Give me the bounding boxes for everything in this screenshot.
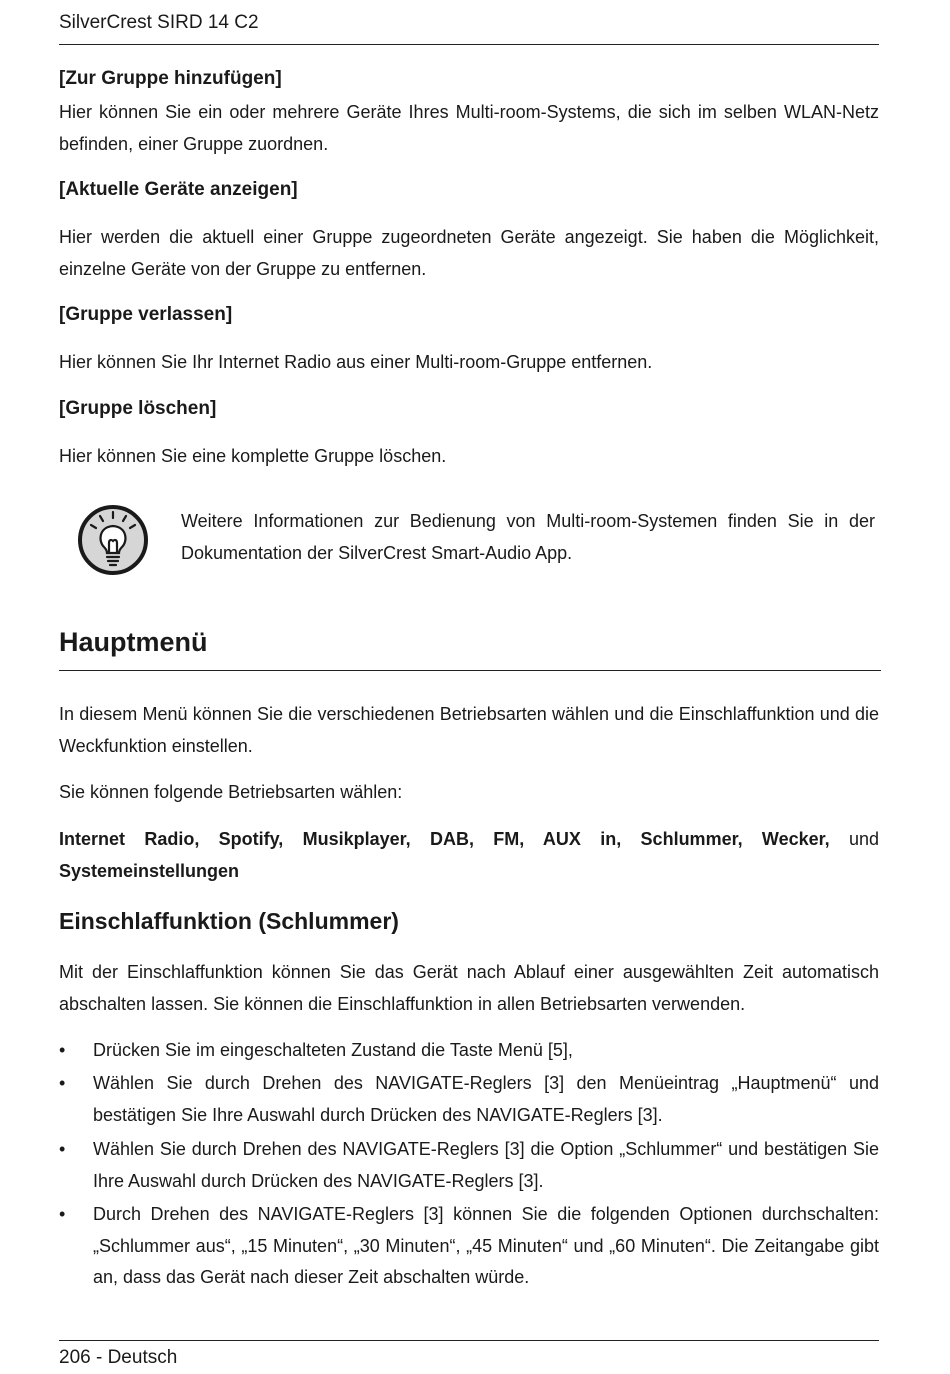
main-heading: Hauptmenü (59, 627, 208, 657)
bullet-icon: • (59, 1073, 66, 1093)
modes-and-word: und (848, 829, 879, 849)
section-text-leave-group: Hier können Sie Ihr Internet Radio aus einer Multi-room-Gruppe entfernen. (59, 352, 653, 372)
menu-intro-paragraph: In diesem Menü können Sie die verschiedenen Betriebsarten wählen und die Einschlaffunktion und die Weckfunktion einstellen. (59, 704, 879, 756)
lightbulb-tip-icon (76, 503, 150, 577)
modes-last-item: Systemeinstellungen (59, 860, 240, 881)
page-number-footer: 206 - Deutsch (59, 1347, 178, 1368)
list-item-text: Wählen Sie durch Drehen des NAVIGATE-Reglers [3] die Option „Schlummer“ und bestätigen Sie Ihre Auswahl durch Drücken des NAVIGATE-Reglers [3]. (93, 1139, 879, 1191)
footer-rule (59, 1340, 879, 1341)
document-header: SilverCrest SIRD 14 C2 (59, 12, 259, 33)
header-rule (59, 44, 879, 45)
section-title-leave-group: [Gruppe verlassen] (59, 304, 233, 325)
section-title-add-to-group: [Zur Gruppe hinzufügen] (59, 68, 282, 89)
modes-list-paragraph (59, 824, 879, 887)
section-title-delete-group: [Gruppe löschen] (59, 398, 217, 419)
section-text-delete-group: Hier können Sie eine komplette Gruppe löschen. (59, 446, 447, 466)
heading-rule (59, 670, 881, 671)
modes-intro-paragraph: Sie können folgende Betriebsarten wählen: (59, 782, 403, 802)
modes-bold-list: Internet Radio, Spotify, Musikplayer, DAB, FM, AUX in, Schlummer, Wecker, (59, 829, 830, 849)
section-title-show-devices: [Aktuelle Geräte anzeigen] (59, 179, 298, 200)
sleep-intro-paragraph: Mit der Einschlaffunktion können Sie das Gerät nach Ablauf einer ausgewählten Zeit automatisch abschalten lassen. Sie können die Einschlaffunktion in allen Betriebsarten verwenden. (59, 962, 879, 1014)
sub-heading-sleep-function: Einschlaffunktion (Schlummer) (59, 908, 399, 934)
list-item-text: Durch Drehen des NAVIGATE-Reglers [3] können Sie die folgenden Optionen durchschalten: „Schlummer aus“, „15 Minuten“, „30 Minuten“, „45 Minuten“ und „60 Minuten“. Die Zeitangabe gibt an, dass das Gerät nach dieser Zeit abschalten würde. (93, 1204, 879, 1287)
list-item-text: Wählen Sie durch Drehen des NAVIGATE-Reglers [3] den Menüeintrag „Hauptmenü“ und bestätigen Sie Ihre Auswahl durch Drücken des NAVIGATE-Reglers [3]. (93, 1073, 879, 1125)
section-text-add-to-group: Hier können Sie ein oder mehrere Geräte Ihres Multi-room-Systems, die sich im selben WLAN-Netz befinden, einer Gruppe zuordnen. (59, 102, 879, 154)
bullet-icon: • (59, 1204, 66, 1224)
section-text-show-devices: Hier werden die aktuell einer Gruppe zugeordneten Geräte angezeigt. Sie haben die Möglichkeit, einzelne Geräte von der Gruppe zu entfernen. (59, 227, 879, 279)
bullet-icon: • (59, 1040, 66, 1060)
list-item-text: Drücken Sie im eingeschalteten Zustand die Taste Menü [5], (93, 1040, 573, 1060)
bullet-icon: • (59, 1139, 66, 1159)
info-note-text: Weitere Informationen zur Bedienung von Multi-room-Systemen finden Sie in der Dokumentation der SilverCrest Smart-Audio App. (181, 511, 875, 563)
